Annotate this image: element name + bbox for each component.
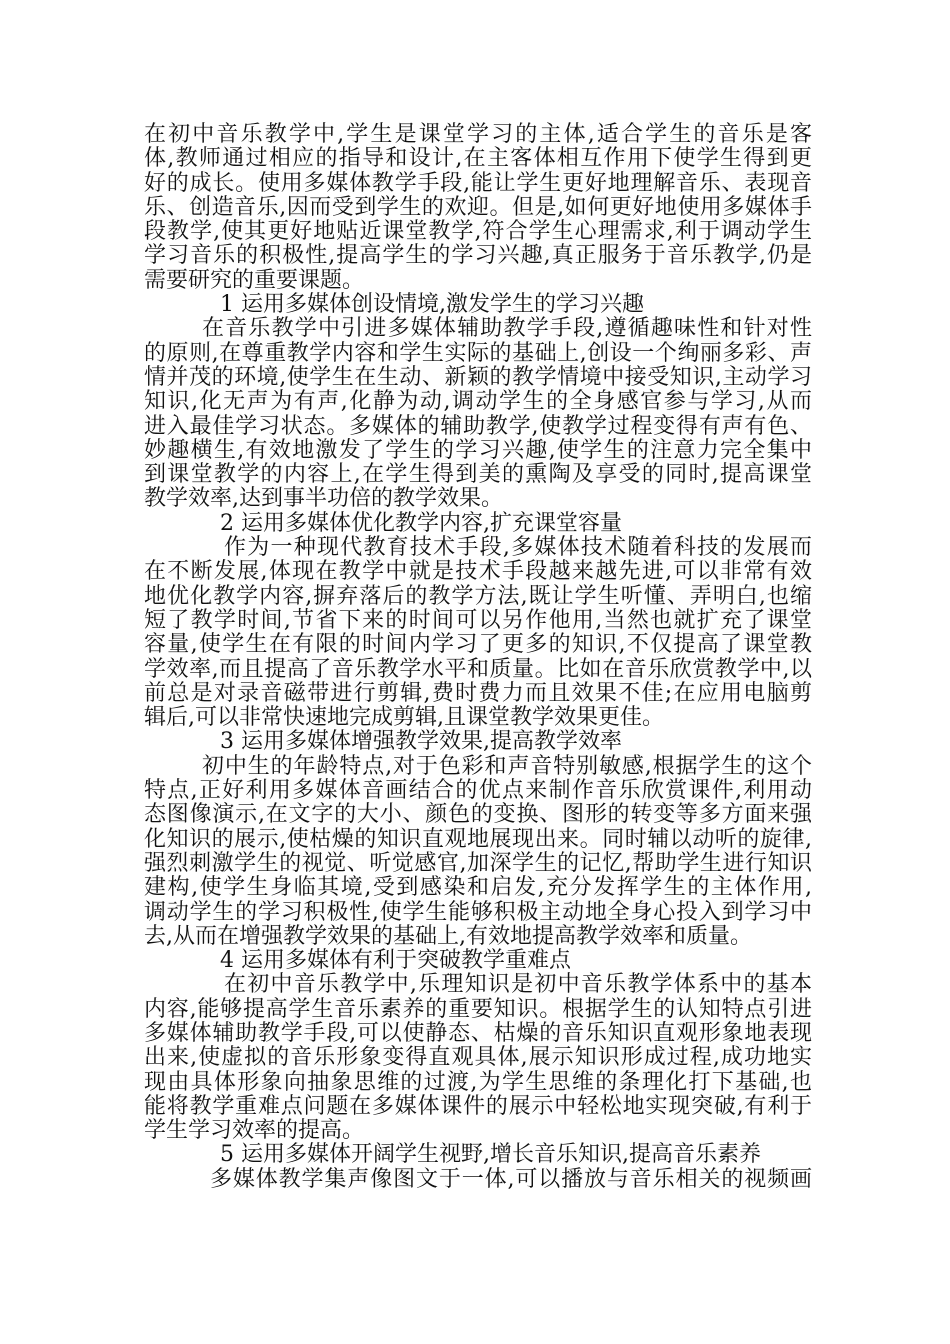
paragraph-line: 多媒体辅助教学手段,可以使静态、枯燥的音乐知识直观形象地表现: [144, 1020, 812, 1046]
paragraph-line: 在不断发展,体现在教学中就是技术手段越来越先进,可以非常有效: [144, 559, 812, 585]
paragraph-line: 在初中音乐教学中,乐理知识是初中音乐教学体系中的基本: [224, 972, 812, 998]
intro-line: 学习音乐的积极性,提高学生的学习兴趣,真正服务于音乐教学,仍是: [144, 243, 812, 269]
paragraph-line: 化知识的展示,使枯燥的知识直观地展现出来。同时辅以动听的旋律,: [144, 826, 812, 852]
paragraph-line: 出来,使虚拟的音乐形象变得直观具体,展示知识形成过程,成功地实: [144, 1045, 812, 1071]
paragraph-line: 学效率,而且提高了音乐教学水平和质量。比如在音乐欣赏教学中,以: [144, 656, 812, 682]
section-heading: 5 运用多媒体开阔学生视野,增长音乐知识,提高音乐素养: [220, 1142, 761, 1168]
paragraph-line: 的原则,在尊重教学内容和学生实际的基础上,创设一个绚丽多彩、声: [144, 340, 812, 366]
paragraph-line: 教学效率,达到事半功倍的教学效果。: [144, 486, 503, 512]
paragraph-line: 现由具体形象向抽象思维的过渡,为学生思维的条理化打下基础,也: [144, 1069, 812, 1095]
paragraph-line: 作为一种现代教育技术手段,多媒体技术随着科技的发展而: [224, 535, 812, 561]
paragraph-line: 知识,化无声为有声,化静为动,调动学生的全身感官参与学习,从而: [144, 389, 812, 415]
section-heading: 3 运用多媒体增强教学效果,提高教学效率: [220, 729, 622, 755]
paragraph-line: 特点,正好利用多媒体音画结合的优点来制作音乐欣赏课件,利用动: [144, 778, 812, 804]
paragraph-line: 多媒体教学集声像图文于一体,可以播放与音乐相关的视频画: [210, 1166, 812, 1192]
paragraph-line: 内容,能够提高学生音乐素养的重要知识。根据学生的认知特点引进: [144, 996, 812, 1022]
intro-line: 乐、创造音乐,因而受到学生的欢迎。但是,如何更好地使用多媒体手: [144, 194, 812, 220]
paragraph-line: 到课堂教学的内容上,在学生得到美的熏陶及享受的同时,提高课堂: [144, 462, 812, 488]
intro-line: 需要研究的重要课题。: [144, 267, 365, 293]
section-heading: 1 运用多媒体创设情境,激发学生的学习兴趣: [220, 292, 644, 318]
paragraph-line: 地优化教学内容,摒弃落后的教学方法,既让学生听懂、弄明白,也缩: [144, 583, 812, 609]
paragraph-line: 去,从而在增强教学效果的基础上,有效地提高教学效率和质量。: [144, 923, 752, 949]
paragraph-line: 前总是对录音磁带进行剪辑,费时费力而且效果不佳;在应用电脑剪: [144, 680, 812, 706]
intro-line: 段教学,使其更好地贴近课堂教学,符合学生心理需求,利于调动学生: [144, 219, 812, 245]
paragraph-line: 初中生的年龄特点,对于色彩和声音特别敏感,根据学生的这个: [202, 753, 812, 779]
paragraph-line: 容量,使学生在有限的时间内学习了更多的知识,不仅提高了课堂教: [144, 632, 812, 658]
paragraph-line: 建构,使学生身临其境,受到感染和启发,充分发挥学生的主体作用,: [144, 875, 812, 901]
paragraph-line: 进入最佳学习状态。多媒体的辅助教学,使教学过程变得有声有色、: [144, 413, 812, 439]
paragraph-line: 强烈刺激学生的视觉、听觉感官,加深学生的记忆,帮助学生进行知识: [144, 850, 812, 876]
section-heading: 4 运用多媒体有利于突破教学重难点: [220, 948, 571, 974]
section-heading: 2 运用多媒体优化教学内容,扩充课堂容量: [220, 510, 622, 536]
paragraph-line: 学生学习效率的提高。: [144, 1118, 365, 1144]
paragraph-line: 短了教学时间,节省下来的时间可以另作他用,当然也就扩充了课堂: [144, 607, 812, 633]
intro-line: 好的成长。使用多媒体教学手段,能让学生更好地理解音乐、表现音: [144, 170, 812, 196]
document-body: [144, 123, 812, 1192]
intro-line: 体,教师通过相应的指导和设计,在主客体相互作用下使学生得到更: [144, 146, 812, 172]
paragraph-line: 辑后,可以非常快速地完成剪辑,且课堂教学效果更佳。: [144, 705, 664, 731]
paragraph-line: 能将教学重难点问题在多媒体课件的展示中轻松地实现突破,有利于: [144, 1093, 812, 1119]
intro-line: 在初中音乐教学中,学生是课堂学习的主体,适合学生的音乐是客: [144, 122, 812, 147]
paragraph-line: 态图像演示,在文字的大小、颜色的变换、图形的转变等多方面来强: [144, 802, 812, 828]
paragraph-line: 妙趣横生,有效地激发了学生的学习兴趣,使学生的注意力完全集中: [144, 437, 812, 463]
paragraph-line: 调动学生的学习积极性,使学生能够积极主动地全身心投入到学习中: [144, 899, 812, 925]
paragraph-line: 情并茂的环境,使学生在生动、新颖的教学情境中接受知识,主动学习: [144, 364, 812, 390]
paragraph-line: 在音乐教学中引进多媒体辅助教学手段,遵循趣味性和针对性: [202, 316, 812, 342]
